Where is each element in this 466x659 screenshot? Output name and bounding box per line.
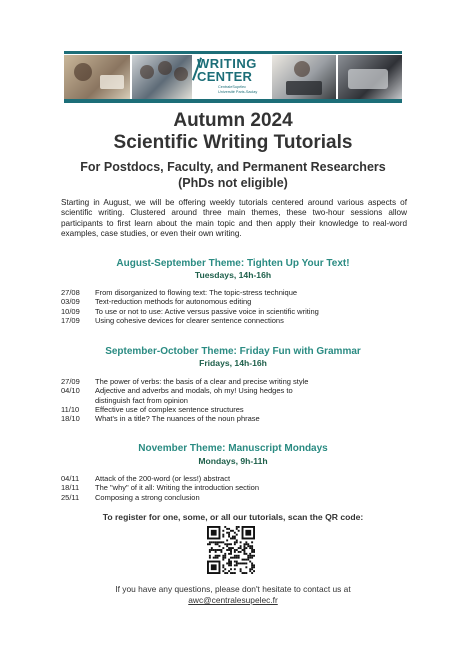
banner-bottom-bar	[64, 99, 402, 103]
session-row	[61, 483, 391, 492]
session-topic: The "why" of it all: Writing the introduction section	[95, 483, 260, 493]
session-date: 18/11	[61, 483, 80, 493]
intro-paragraph: Starting in August, we will be offering weekly tutorials centered around various aspects of scientific writing. Clustered around three main themes, these two-hour sessions allow participants to first learn about the main topic and then apply their knowledge to real-word examples, case studies, or even their own writing.	[61, 198, 407, 239]
session-topic: Effective use of complex sentence structures	[95, 404, 244, 414]
session-row	[61, 288, 391, 297]
session-row	[61, 405, 391, 414]
logo-sub-school: CentraleSupélec	[218, 85, 247, 89]
header-banner	[64, 51, 402, 103]
session-row	[61, 386, 391, 405]
session-topic: To use or not to use: Active versus passive voice in scientific writing	[95, 306, 319, 316]
writing-center-logo	[194, 55, 270, 99]
session-date: 25/11	[61, 492, 80, 502]
session-date: 27/08	[61, 288, 80, 297]
audience-line2: (PhDs not eligible)	[178, 176, 288, 190]
session-date: 11/10	[61, 404, 80, 414]
session-date: 04/10	[61, 386, 80, 396]
session-topic: From disorganized to flowing text: The topic-stress technique	[95, 288, 298, 297]
session-date: 17/09	[61, 315, 80, 325]
session-row	[61, 316, 391, 325]
session-date: 03/09	[61, 297, 80, 307]
session-row	[61, 493, 391, 502]
session-topic: Attack of the 200-word (or less!) abstract	[95, 474, 231, 483]
register-instruction: To register for one, some, or all our tutorials, scan the QR code:	[102, 512, 364, 522]
session-date: 27/09	[61, 377, 80, 386]
session-date: 04/11	[61, 474, 80, 483]
theme-title-2: September-October Theme: Friday Fun with Grammar	[105, 346, 361, 357]
theme-title-3: November Theme: Manuscript Mondays	[138, 443, 328, 454]
session-topic: What's in a title? The nuances of the noun phrase	[95, 414, 260, 424]
logo-line-writing: WRITING	[197, 56, 257, 71]
theme-schedule-2: Fridays, 14h-16h	[199, 358, 267, 368]
logo-line-center: CENTER	[197, 69, 253, 84]
session-row	[61, 474, 391, 483]
audience-line1: For Postdocs, Faculty, and Permanent Researchers	[80, 160, 386, 174]
session-list-2	[61, 377, 391, 423]
session-topic: Text-reduction methods for autonomous editing	[95, 297, 252, 307]
session-row	[61, 307, 391, 316]
banner-photo-laptop	[272, 55, 336, 99]
session-topic: Composing a strong conclusion	[95, 492, 200, 502]
session-date: 18/10	[61, 414, 80, 424]
session-topic: Adjective and adverbs and modals, oh my! Using hedges to distinguish fact from opinion	[95, 386, 293, 405]
session-list-3	[61, 474, 391, 502]
page-title-line1: Autumn 2024	[173, 110, 293, 131]
session-row	[61, 297, 391, 306]
banner-photo-writing	[64, 55, 130, 99]
qr-code-icon	[207, 526, 255, 574]
banner-photo-keyboard	[338, 55, 402, 99]
registration-qr-code[interactable]	[207, 526, 255, 574]
banner-photo-group	[132, 55, 192, 99]
session-row	[61, 414, 391, 423]
contact-email-link[interactable]: awc@centralesupelec.fr	[188, 595, 278, 605]
logo-sub-university: Université Paris-Saclay	[218, 90, 258, 94]
contact-text: If you have any questions, please don't hesitate to contact us at	[115, 584, 351, 594]
page-title-line2: Scientific Writing Tutorials	[113, 132, 353, 153]
theme-schedule-1: Tuesdays, 14h-16h	[194, 270, 272, 280]
session-date: 10/09	[61, 306, 80, 316]
session-topic: The power of verbs: the basis of a clear and precise writing style	[95, 377, 309, 386]
session-row	[61, 377, 391, 386]
session-list-1	[61, 288, 391, 325]
theme-title-1: August-September Theme: Tighten Up Your Text!	[116, 258, 350, 269]
theme-schedule-3: Mondays, 9h-11h	[198, 456, 268, 466]
banner-top-bar	[64, 51, 402, 54]
session-topic: Using cohesive devices for clearer sentence connections	[95, 315, 284, 325]
